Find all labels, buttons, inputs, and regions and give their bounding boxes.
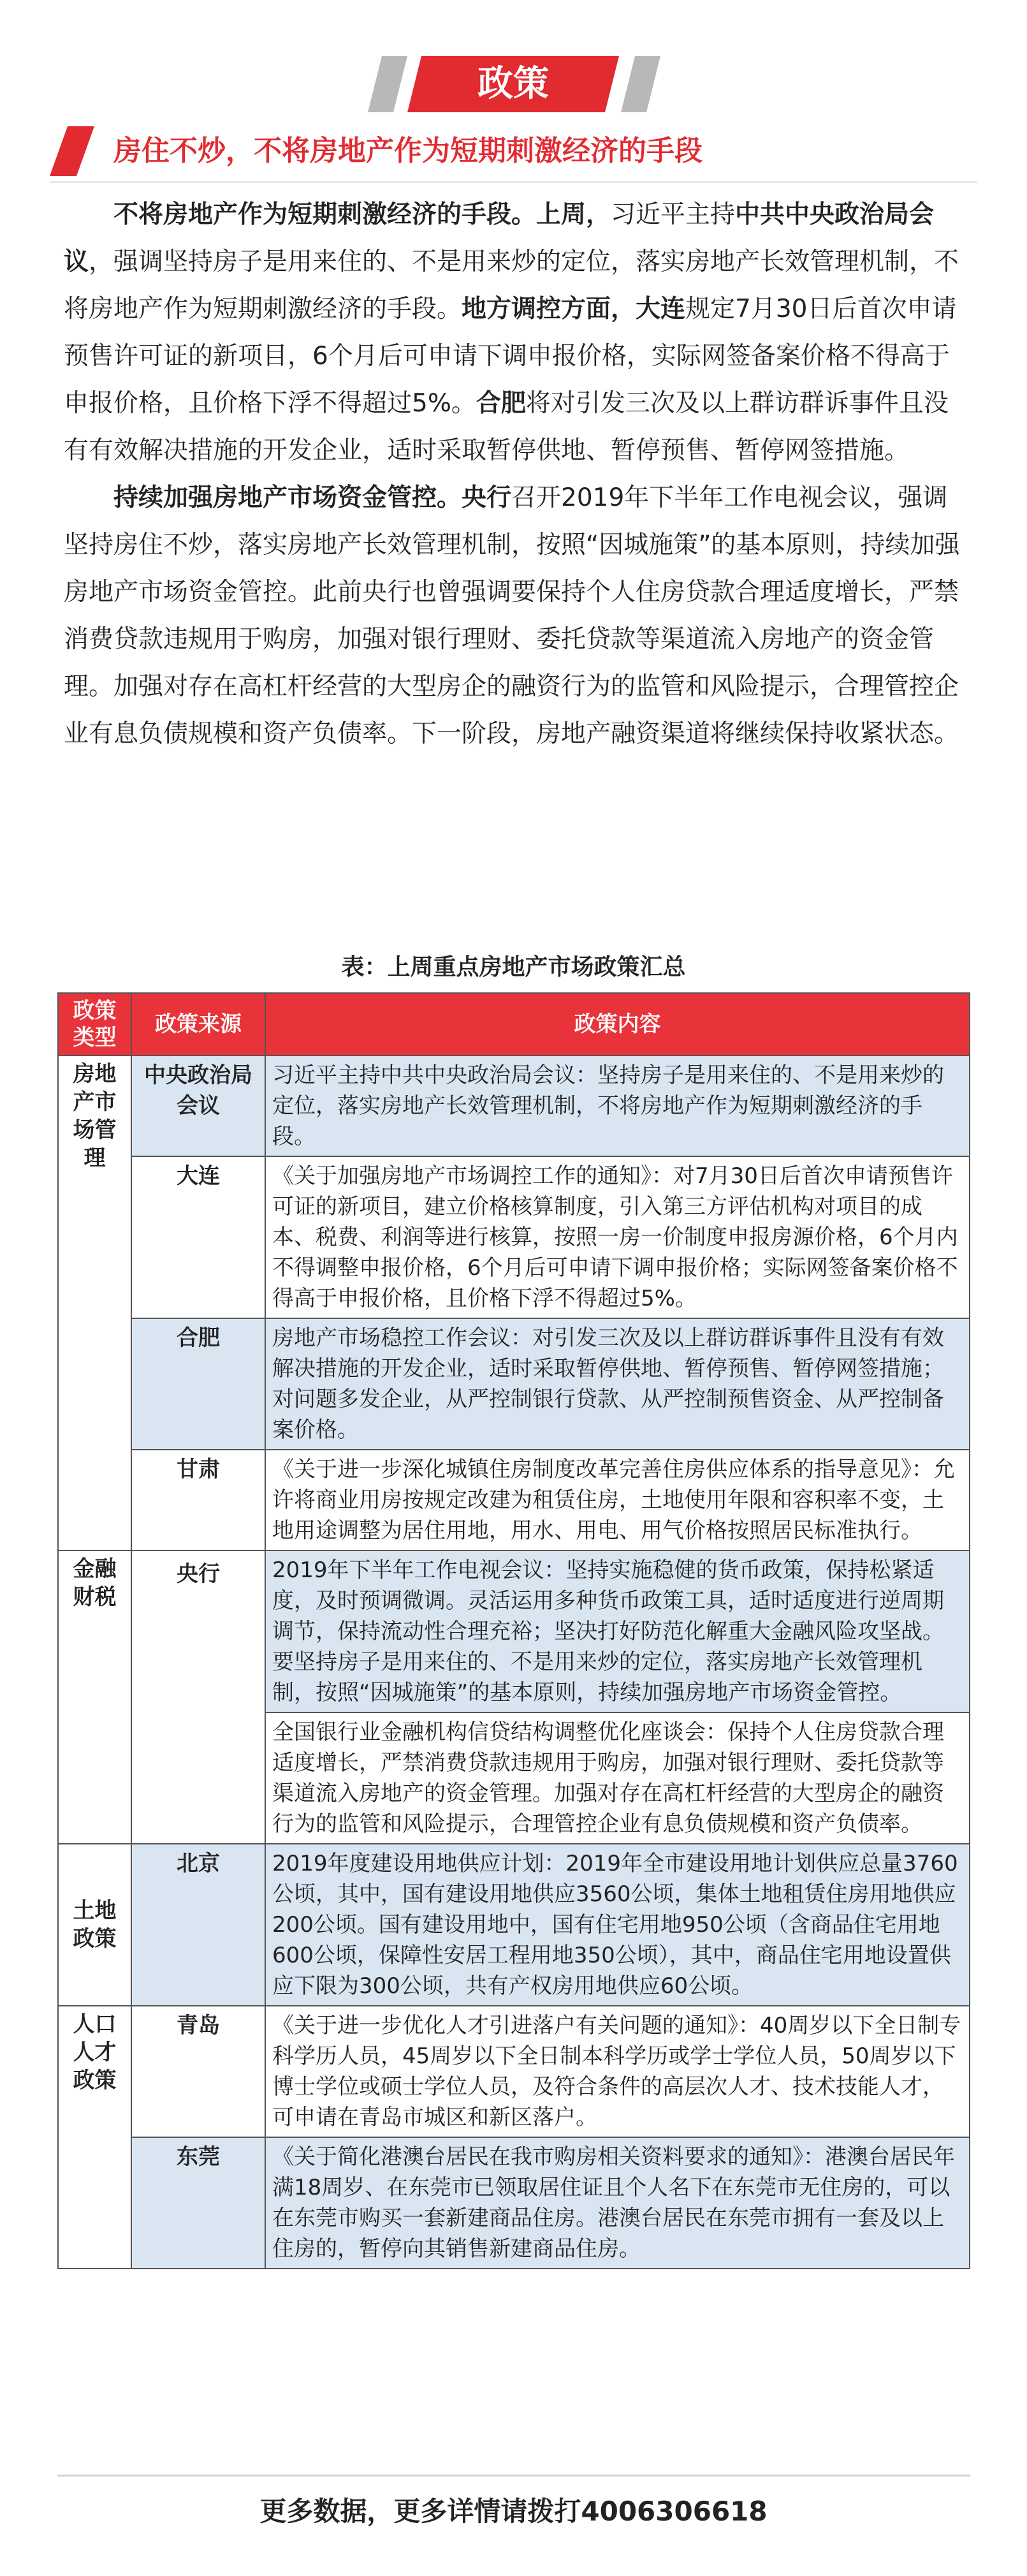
section-badge: 政策 xyxy=(477,63,549,105)
table-row xyxy=(58,1056,970,1156)
article-body xyxy=(64,191,963,758)
table-title: 表：上周重点房地产市场政策汇总 xyxy=(341,954,686,980)
policy-source: 甘肃 xyxy=(131,1450,265,1550)
policy-source: 合肥 xyxy=(131,1318,265,1450)
policy-content: 习近平主持中共中央政治局会议：坚持房子是用来住的、不是用来炒的定位，落实房地产长效管理机制，不将房地产作为短期刺激经济的手段。 xyxy=(265,1056,970,1156)
text: 将对引发三次及以上群访群诉事件且没有有效解决措施的开发企业，适时采取暂停供地、暂停预售、暂停网签措施。 xyxy=(64,389,949,465)
text: 召开2019年下半年工作电视会议，强调坚持房住不炒，落实房地产长效管理机制，按照“因城施策”的基本原则，持续加强房地产市场资金管控。此前央行也曾强调要保持个人住房贷款合理适度增长，严禁消费贷款违规用于购房，加强对银行理财、委托贷款等渠道流入房地产的资金管理。加强对存在高杠杆经营的大型房企的融资行为的监管和风险提示，合理管控企业有息负债规模和资产负债率。下一阶段，房地产融资渠道将继续保持收紧状态。 xyxy=(64,483,960,748)
divider xyxy=(50,181,977,183)
flag-icon xyxy=(50,126,94,176)
policy-content: 全国银行业金融机构信贷结构调整优化座谈会：保持个人住房贷款合理适度增长，严禁消费贷款违规用于购房，加强对银行理财、委托贷款等渠道流入房地产的资金管理。加强对存在高杠杆经营的大型房企的融资行为的监管和风险提示，合理管控企业有息负债规模和资产负债率。 xyxy=(265,1712,970,1844)
policy-type: 土地政策 xyxy=(58,1844,131,2006)
policy-type: 房地产市场管理 xyxy=(58,1056,131,1550)
paragraph-1 xyxy=(64,191,963,475)
table-row xyxy=(58,2006,970,2137)
table-row xyxy=(58,2137,970,2269)
policy-type: 金融财税 xyxy=(58,1550,131,1844)
bold-text: 持续加强房地产市场资金管控。央行 xyxy=(113,483,512,512)
table-row xyxy=(58,1550,970,1712)
header-source: 政策来源 xyxy=(131,993,265,1056)
decor-stripe xyxy=(621,56,660,112)
policy-content: 《关于进一步优化人才引进落户有关问题的通知》：40周岁以下全日制专科学历人员，45周岁以下全日制本科学历或学士学位人员，50周岁以下博士学位或硕士学位人员，及符合条件的高层次人才、技术技能人才，可申请在青岛市城区和新区落户。 xyxy=(265,2006,970,2137)
policy-content: 2019年下半年工作电视会议：坚持实施稳健的货币政策，保持松紧适度，及时预调微调。灵活运用多种货币政策工具，适时适度进行逆周期调节，保持流动性合理充裕；坚决打好防范化解重大金融风险攻坚战。要坚持房子是用来住的、不是用来炒的定位，落实房地产长效管理机制，按照“因城施策”的基本原则，持续加强房地产市场资金管控。 xyxy=(265,1550,970,1712)
policy-source: 央行 xyxy=(131,1550,265,1844)
bold-text: 不将房地产作为短期刺激经济的手段。上周， xyxy=(113,200,611,229)
policy-content: 《关于加强房地产市场调控工作的通知》：对7月30日后首次申请预售许可证的新项目，建立价格核算制度，引入第三方评估机构对项目的成本、税费、利润等进行核算，按照一房一价制度申报房源价格，6个月内不得调整申报价格，6个月后可申请下调申报价格；实际网签备案价格不得高于申报价格，且价格下浮不得超过5%。 xyxy=(265,1156,970,1318)
policy-content: 2019年度建设用地供应计划：2019年全市建设用地计划供应总量3760公顷，其中，国有建设用地供应3560公顷，集体土地租赁住房用地供应200公顷。国有建设用地中，国有住宅用地950公顷（含商品住宅用地600公顷，保障性安居工程用地350公顷），其中，商品住宅用地设置供应下限为300公顷，共有产权房用地供应60公顷。 xyxy=(265,1844,970,2006)
table-row xyxy=(58,1844,970,2006)
text: 规定7月30日后首次申请预售许可证的新项目，6个月后可申请下调申报价格，实际网签备案价格不得高于申报价格，且价格下浮不得超过5%。 xyxy=(64,295,957,418)
table-row xyxy=(58,1156,970,1318)
section-header xyxy=(0,0,1027,121)
decor-stripe xyxy=(368,56,407,112)
bold-text: 中共中央政治局会议 xyxy=(64,200,935,276)
table-row xyxy=(58,1450,970,1550)
policy-content: 《关于简化港澳台居民在我市购房相关资料要求的通知》：港澳台居民年满18周岁、在东莞市已领取居住证且个人名下在东莞市无住房的，可以在东莞市购买一套新建商品住房。港澳台居民在东莞市拥有一套及以上住房的，暂停向其销售新建商品住房。 xyxy=(265,2137,970,2269)
table-row xyxy=(58,1318,970,1450)
policy-source: 中央政治局会议 xyxy=(131,1056,265,1156)
policy-source: 大连 xyxy=(131,1156,265,1318)
text: ，强调坚持房子是用来住的、不是用来炒的定位，落实房地产长效管理机制，不将房地产作为短期刺激经济的手段。 xyxy=(64,247,959,323)
policy-source: 东莞 xyxy=(131,2137,265,2269)
policy-source: 北京 xyxy=(131,1844,265,2006)
policy-type: 人口人才政策 xyxy=(58,2006,131,2269)
text: 习近平主持 xyxy=(611,200,736,229)
policy-source: 青岛 xyxy=(131,2006,265,2137)
footer-divider xyxy=(57,2475,970,2477)
bold-text: 合肥 xyxy=(476,389,526,418)
policy-content: 《关于进一步深化城镇住房制度改革完善住房供应体系的指导意见》：允许将商业用房按规定改建为租赁住房，土地使用年限和容积率不变，土地用途调整为居住用地，用水、用电、用气价格按照居民标准执行。 xyxy=(265,1450,970,1550)
policy-content: 房地产市场稳控工作会议：对引发三次及以上群访群诉事件且没有有效解决措施的开发企业，适时采取暂停供地、暂停预售、暂停网签措施；对问题多发企业，从严控制银行贷款、从严控制预售资金、从严控制备案价格。 xyxy=(265,1318,970,1450)
paragraph-2 xyxy=(64,475,963,758)
policy-table xyxy=(57,992,970,2269)
page-subtitle: 房住不炒，不将房地产作为短期刺激经济的手段 xyxy=(113,135,703,167)
subtitle-bar xyxy=(50,126,977,176)
footer-contact: 更多数据，更多详情请拨打4006306618 xyxy=(259,2496,768,2527)
header-type: 政策类型 xyxy=(58,993,131,1056)
bold-text: 地方调控方面，大连 xyxy=(462,295,686,323)
header-content: 政策内容 xyxy=(265,993,970,1056)
table-header-row xyxy=(58,993,970,1056)
